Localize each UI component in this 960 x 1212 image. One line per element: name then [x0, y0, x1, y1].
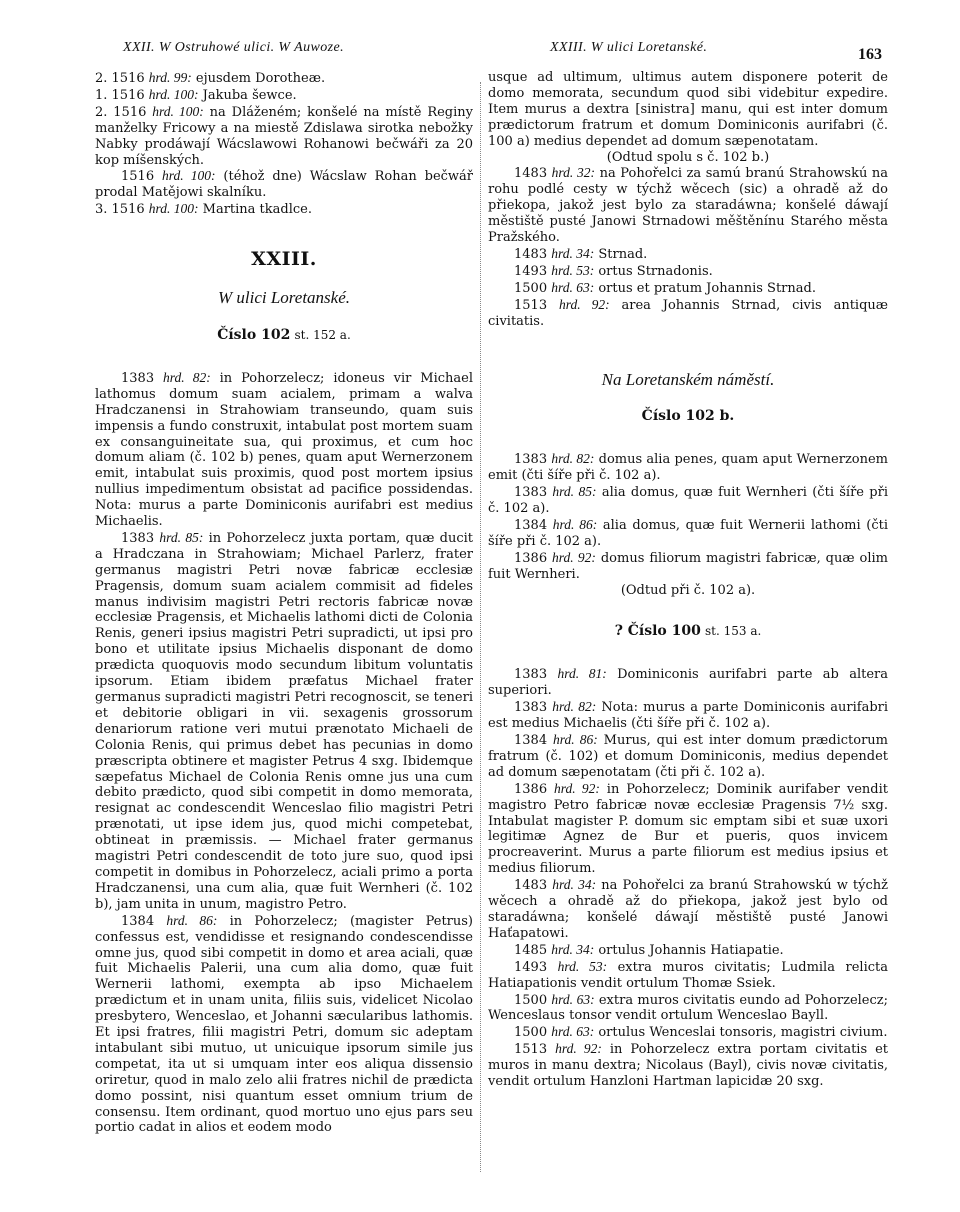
entry-paragraph: 1483 hrd. 34: na Pohořelci za branú Strahowskú w týchž wěcech a ohradě až do přiekopa, jakož jest bylo od staradáwna; konšelé dáwají městiště pusté Janowi Haťapatowi.: [488, 877, 889, 941]
house-number-heading: [488, 624, 888, 640]
entry-paragraph: 1383 hrd. 81: Dominiconis aurifabri parte ab altera superiori.: [488, 666, 888, 699]
running-header-left: XXII. W Ostruhowé ulici. W Auwoze.: [123, 40, 344, 55]
entry-paragraph: 1384 hrd. 86: Murus, qui est inter domum prædictorum fratrum (č. 102) et domum Dominiconis, medius dependet ad domum sæpenotatam (čti při č. 102 a).: [488, 732, 888, 780]
entry-paragraph: 1383 hrd. 82: domus alia penes, quam aput Wernerzonem emit (čti šíře při č. 102 a).: [488, 451, 889, 484]
entry-paragraph: 1384 hrd. 86: in Pohorzelecz; (magister Petrus) confessus est, vendidisse et resignando condescendisse omne jus, quod sibi competit in domo et area aciali, quæ fuit Michaelis Palerii, una cum alia domo, quæ fuit Wernerii lathomi, exempta ab ipso Michaelem prædictum et in unam unita, filiis suis, videlicet Nicolao presbytero, Wenceslao, et Johanni sæcularibus lathomis. Et ipsi fratres, filii magistri Petri, domum sic adeptam intabulant sibi mutuo, ut unicuique ipsorum simile jus competat, ita ut si umquam inter eos aliqua dissensio oriretur, quod in malo zelo alii fratres nichil de prædicta domo possint, nisi quantum esset omnium trium de consensu. Item ordinant, quod mortuo uno ejus pars seu portio cadat in alios et eodem modo: [95, 912, 474, 1136]
section-title: W ulici Loretanské.: [217, 288, 351, 308]
house-number-label: ? Číslo 100: [614, 623, 701, 640]
entry-paragraph: 1516 hrd. 100: (téhož dne) Wácslaw Rohan bečwář prodal Matějowi skalníku.: [95, 168, 474, 201]
entry-paragraph: 1483 hrd. 32: na Pohořelci za samú branú Strahowskú na rohu podlé cesty w týchž wěcech (sic) a ohradě až do přiekopa, jakož jest bylo za staradáwna; konšelé dáwají městiště pusté Janowi Strnadowi měštěnínu Starého města Pražského.: [488, 165, 888, 246]
entry-paragraph: 1383 hrd. 82: Nota: murus a parte Dominiconis aurifabri est medius Michaelis (čti šíře při č. 102 a).: [488, 699, 889, 732]
running-header-right: XXIII. W ulici Loretanské.: [550, 40, 708, 55]
house-number-heading: [488, 409, 888, 425]
entry-paragraph: 1383 hrd. 82: in Pohorzelecz; idoneus vir Michael lathomus domum suam acialem, primam a walva Hradczanensi in Strahowiam transeundo, quam suis impensis a fundo construxit, intabulat post mortem suam ex consanguineitate sua, qui proximus, et cum hoc domum aliam (č. 102 b) penes, quam aput Wernerzonem emit, intabulat suis proximis, quod post mortem ipsius nullius impedimentum obsistat ad pacifice possidendas. Nota: murus a parte Dominiconis aurifabri est medius Michaelis.: [95, 369, 473, 530]
entry-paragraph: 1500 hrd. 63: extra muros civitatis eundo ad Pohorzelecz; Wenceslaus tonsor vendit ortulum Wenceslao Bayll.: [488, 991, 888, 1024]
entry-paragraph: 1493 hrd. 53: extra muros civitatis; Ludmila relicta Hatiapationis vendit ortulum Thomæ Ssiek.: [488, 958, 888, 991]
entry-paragraph: 1513 hrd. 92: in Pohorzelecz extra portam civitatis et muros in manu dextra; Nicolaus (Bayl), civis novæ civitatis, vendit ortulum Hanzloni Hartman lapicidæ 20 sxg.: [488, 1041, 889, 1090]
house-number-label: Číslo 102 b.: [641, 408, 735, 425]
house-number-label: Číslo 102: [217, 326, 291, 343]
right-column: [488, 70, 888, 1090]
entry-paragraph: 2. 1516 hrd. 99: ejusdem Dorotheæ.: [95, 70, 326, 86]
section-number: XXIII.: [251, 248, 317, 271]
entry-paragraph: 1383 hrd. 85: in Pohorzelecz juxta portam, quæ ducit a Hradczana in Strahowiam; Michael Parlerz, frater germanus magistri Petri novæ fabricæ ecclesiæ Pragensis, domum suam acialem commisit ad fideles manus indivisim magistri Petri rectoris fabricæ novæ ecclesiæ Pragensis, et Michaelis lathomi dicti de Colonia Renis, generi ipsius magistri Petri supradicti, ut ipsi pro bono et utilitate ipsius Michaelis disponant de domo prædicta quoquovis modo secundum libitum voluntatis ipsorum. Etiam ibidem præfatus Michael frater germanus supradicti magistri Petri recognoscit, se teneri et debitorie obligari in vii. sexagenis grossorum denariorum ratione veri mutui prænotato Michaeli de Colonia Renis, qui primus debet has pecunias in domo præscripta obtinere et magister Petrus 4 sxg. Ibidemque sæpefatus Michael de Colonia Renis omne jus una cum debito prædicto, quod sibi competit in domo memorata, resignat ac condescendit Wenceslao filio magistri Petri prænotati, ut ipse idem jus, quod michi competebat, obtineat in præmissis. — Michael frater germanus magistri Petri condescendit de toto jure suo, quod ipsi competit in domibus in Pohorzelecz, aciali primo a porta Hradczanensi, una cum alia, quæ fuit Wernheri (č. 102 b), jam unita in unum, magistro Petro.: [95, 529, 474, 912]
continuation-paragraph: usque ad ultimum, ultimus autem disponere poterit de domo memorata, secundum quod sibi videbitur expedire. Item murus a dextra [sinistra] manu, qui est inter domum prædictorum fratrum et domum Dominiconis aurifabri (č. 100 a) medius dependet ad domum sæpenotatam.: [488, 70, 888, 149]
cross-reference-note: (Odtud spolu s č. 102 b.): [606, 149, 770, 165]
entry-paragraph: 1500 hrd. 63: ortus et pratum Johannis Strnad.: [514, 279, 816, 296]
page-number: 163: [858, 46, 882, 63]
entry-paragraph: 1493 hrd. 53: ortus Strnadonis.: [514, 262, 713, 279]
house-number-suffix: st. 152 a.: [294, 327, 351, 342]
entry-paragraph: 2. 1516 hrd. 100: na Dláženém; konšelé na místě Reginy manželky Fricowy a na miestě Zdislawa sirotka nebožky Nabky prodáwají Wácslawowi Rohanowi bečwáři za 20 kop míšenských.: [95, 103, 473, 168]
entry-paragraph: 3. 1516 hrd. 100: Martina tkadlce.: [95, 201, 312, 218]
column-divider: [480, 82, 481, 1172]
entry-paragraph: 1483 hrd. 34: Strnad.: [514, 245, 648, 262]
subsection-title: Na Loretanském náměstí.: [601, 369, 775, 389]
entry-paragraph: 1386 hrd. 92: domus filiorum magistri fabricæ, quæ olim fuit Wernheri.: [488, 549, 889, 582]
house-number-suffix: st. 153 a.: [705, 624, 762, 639]
entry-paragraph: 1485 hrd. 34: ortulus Johannis Hatiapatie.: [514, 941, 784, 958]
entry-paragraph: 1383 hrd. 85: alia domus, quæ fuit Wernheri (čti šíře při č. 102 a).: [488, 484, 888, 517]
entry-paragraph: 1. 1516 hrd. 100: Jakuba šewce.: [95, 86, 297, 103]
house-number-heading: [95, 328, 473, 344]
entry-paragraph: 1500 hrd. 63: ortulus Wenceslai tonsoris, magistri civium.: [514, 1024, 888, 1041]
entry-paragraph: 1386 hrd. 92: in Pohorzelecz; Dominik aurifaber vendit magistro Petro fabricæ novæ ecclesiæ Pragensis 7½ sxg. Intabulat magister P. domum sic emptam sibi et suæ uxori legitimæ Agnez de Bur et pueris, quos invicem procreaverint. Murus a parte filiorum est medius ipsius et medius filiorum.: [488, 780, 888, 877]
entry-paragraph: 1384 hrd. 86: alia domus, quæ fuit Wernerii lathomi (čti šíře při č. 102 a).: [488, 516, 889, 549]
left-column: [95, 70, 473, 1136]
cross-reference-note: (Odtud při č. 102 a).: [620, 582, 756, 598]
entry-paragraph: 1513 hrd. 92: area Johannis Strnad, civis antiquæ civitatis.: [488, 296, 888, 329]
